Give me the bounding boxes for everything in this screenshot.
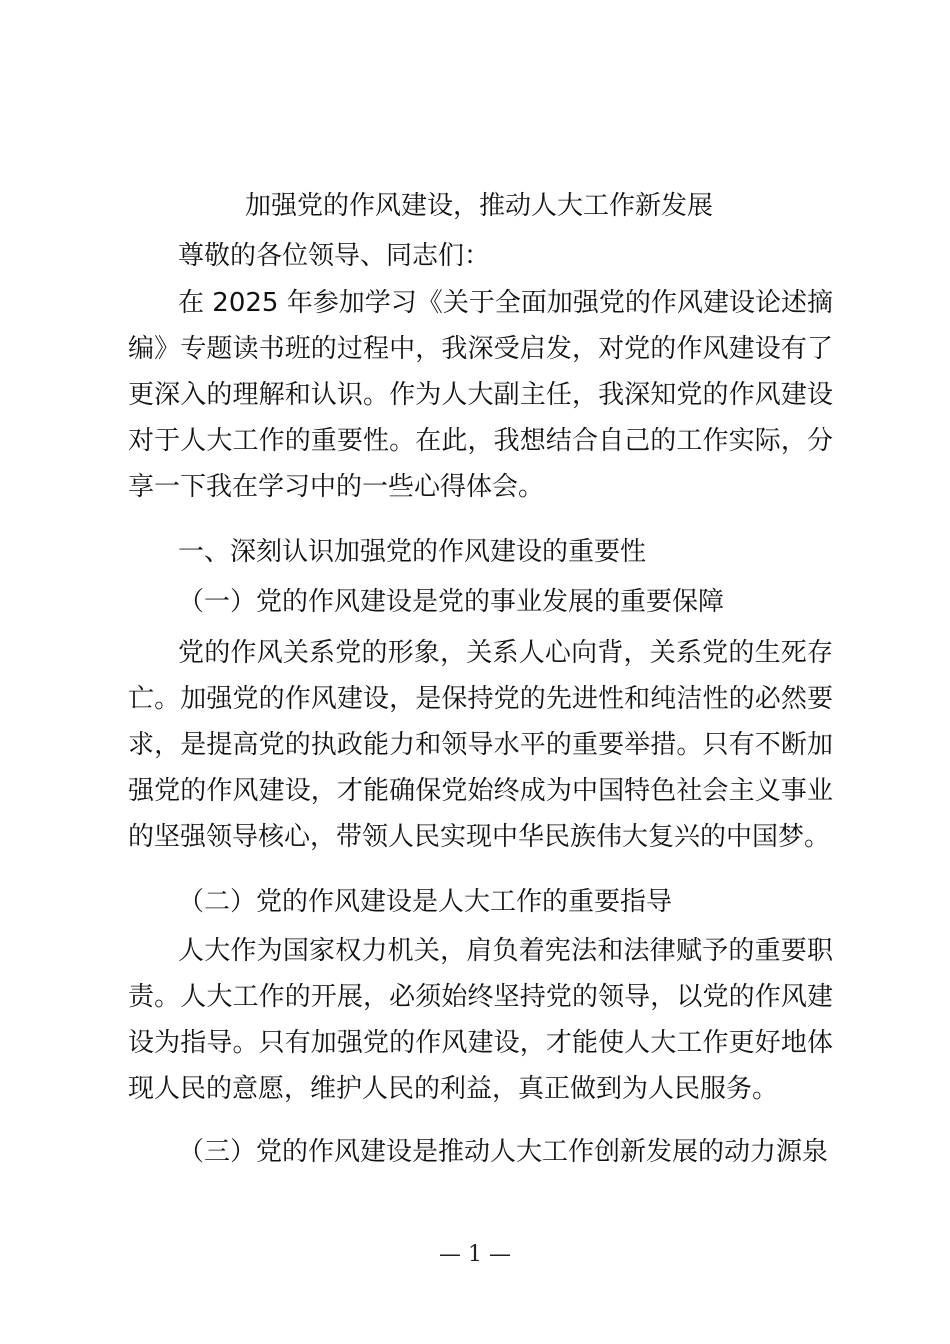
paragraph-intro: 在 2025 年参加学习《关于全面加强党的作风建设论述摘编》专题读书班的过程中，我深受启发，对党的作风建设有了更深入的理解和认识。作为人大副主任，我深知党的作风建设对于人大工作的重要性。在此，我想结合自己的工作实际，分享一下我在学习中的一些心得体会。 [128, 288, 833, 502]
section-heading-1: 一、深刻认识加强党的作风建设的重要性 [178, 537, 647, 567]
page-number: — 1 — [439, 1242, 511, 1267]
paragraph-1-1: 党的作风关系党的形象，关系人心向背，关系党的生死存亡。加强党的作风建设，是保持党的先进性和纯洁性的必然要求，是提高党的执政能力和领导水平的重要举措。只有不断加强党的作风建设，才能确保党始终成为中国特色社会主义事业的坚强领导核心，带领人民实现中华民族伟大复兴的中国梦。 [128, 638, 833, 852]
salutation: 尊敬的各位领导、同志们： [178, 241, 491, 271]
paragraph-1-2: 人大作为国家权力机关，肩负着宪法和法律赋予的重要职责。人大工作的开展，必须始终坚持党的领导，以党的作风建设为指导。只有加强党的作风建设，才能使人大工作更好地体现人民的意愿，维护人民的利益，真正做到为人民服务。 [128, 936, 833, 1104]
subsection-heading-1-1: （一）党的作风建设是党的事业发展的重要保障 [178, 587, 725, 617]
subsection-heading-1-2: （二）党的作风建设是人大工作的重要指导 [178, 887, 673, 917]
subsection-heading-1-3: （三）党的作风建设是推动人大工作创新发展的动力源泉 [178, 1137, 829, 1167]
document-title: 加强党的作风建设，推动人大工作新发展 [244, 191, 713, 221]
